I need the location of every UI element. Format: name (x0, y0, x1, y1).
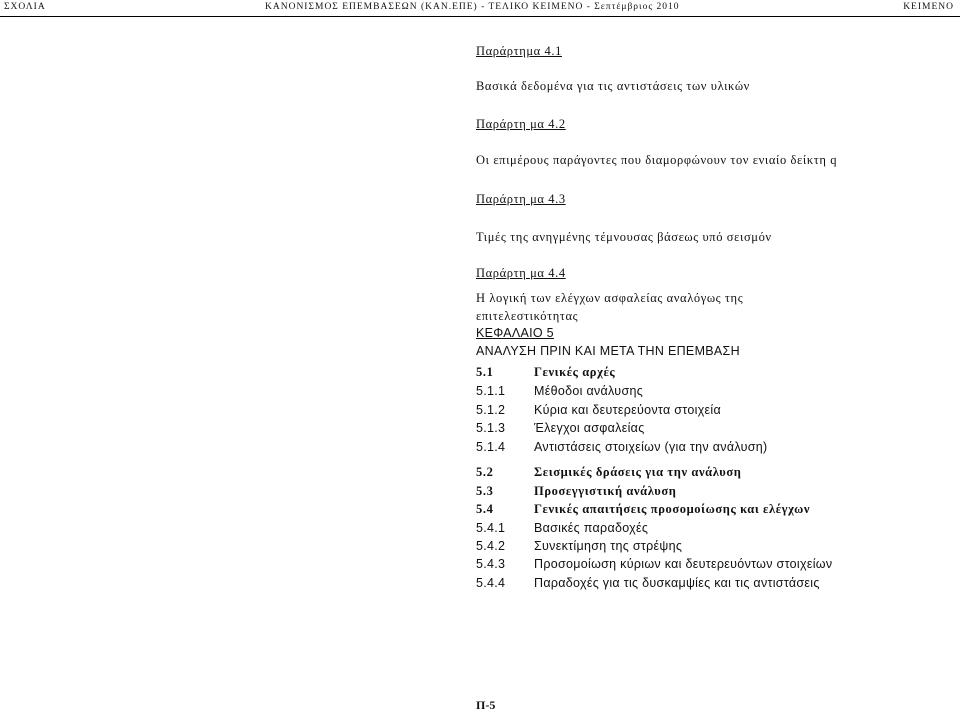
page-number: Π-5 (476, 698, 496, 712)
toc-entry (476, 557, 832, 571)
chapter-label: ΚΕΦΑΛΑΙΟ 5 (476, 326, 554, 340)
appendix-4-1-title: Βασικά δεδομένα για τις αντιστάσεις των υλικών (476, 79, 750, 93)
appendix-4-3-title: Τιμές της ανηγμένης τέμνουσας βάσεως υπό σεισμόν (476, 230, 772, 244)
header-right-text: ΚΕΙΜΕΝΟ (903, 2, 954, 12)
chapter-title: ΑΝΑΛΥΣΗ ΠΡΙΝ ΚΑΙ ΜΕΤΑ ΤΗΝ ΕΠΕΜΒΑΣΗ (476, 344, 740, 358)
toc-entry-title: Έλεγχοι ασφαλείας (534, 421, 645, 435)
toc-entry (476, 521, 648, 535)
toc-entry-number: 5.4 (476, 502, 494, 516)
toc-entry (476, 440, 767, 454)
toc-entry-number: 5.1.4 (476, 440, 506, 454)
toc-entry (476, 465, 741, 480)
toc-entry-number: 5.4.4 (476, 576, 506, 590)
toc-entry (476, 484, 676, 499)
toc-entry-title: Συνεκτίμηση της στρέψης (534, 539, 683, 553)
toc-entry-number: 5.1 (476, 365, 494, 379)
toc-entry-title: Σεισμικές δράσεις για την ανάλυση (534, 465, 742, 479)
appendix-4-4-title-line1: Η λογική των ελέγχων ασφαλείας αναλόγως της (476, 291, 744, 305)
toc-entry (476, 384, 643, 398)
toc-entry-title: Προσομοίωση κύριων και δευτερευόντων στοιχείων (534, 557, 833, 571)
header-center-text: ΚΑΝΟΝΙΣΜΟΣ ΕΠΕΜΒΑΣΕΩΝ (ΚΑΝ.ΕΠΕ) - ΤΕΛΙΚΟ ΚΕΙΜΕΝΟ - Σεπτέμβριος 2010 (265, 2, 680, 12)
toc-entry-title: Παραδοχές για τις δυσκαμψίες και τις αντιστάσεις (534, 576, 820, 590)
toc-entry-number: 5.4.2 (476, 539, 506, 553)
appendix-4-2-title: Οι επιμέρους παράγοντες που διαμορφώνουν τον ενιαίο δείκτη q (476, 153, 838, 167)
toc-entry-title: Κύρια και δευτερεύοντα στοιχεία (534, 403, 722, 417)
appendix-4-4-label: Παράρτη μα 4.4 (476, 266, 566, 280)
appendix-4-2-label: Παράρτη μα 4.2 (476, 117, 566, 131)
toc-entry-title: Μέθοδοι ανάλυσης (534, 384, 644, 398)
toc-entry-number: 5.4.1 (476, 521, 506, 535)
toc-entry (476, 539, 682, 553)
header-left-text: ΣΧΟΛΙΑ (4, 2, 46, 12)
appendix-4-1-label: Παράρτημα 4.1 (476, 44, 562, 58)
toc-entry (476, 365, 615, 380)
toc-entry-title: Γενικές αρχές (534, 365, 616, 379)
toc-entry-title: Γενικές απαιτήσεις προσομοίωσης και ελέγχων (534, 502, 811, 516)
toc-entry-number: 5.4.3 (476, 557, 506, 571)
running-header (0, 0, 960, 17)
toc-entry-number: 5.1.1 (476, 384, 506, 398)
toc-entry (476, 403, 721, 417)
toc-entry-number: 5.2 (476, 465, 494, 479)
toc-entry-title: Αντιστάσεις στοιχείων (για την ανάλυση) (534, 440, 768, 454)
toc-entry-title: Βασικές παραδοχές (534, 521, 649, 535)
toc-entry (476, 576, 820, 590)
toc-entry (476, 502, 810, 517)
toc-entry-number: 5.1.3 (476, 421, 506, 435)
appendix-4-4-title-line2: επιτελεστικότητας (476, 309, 579, 323)
toc-entry-title: Προσεγγιστική ανάλυση (534, 484, 677, 498)
toc-entry (476, 421, 645, 435)
toc-entry-number: 5.3 (476, 484, 494, 498)
appendix-4-3-label: Παράρτη μα 4.3 (476, 192, 566, 206)
toc-entry-number: 5.1.2 (476, 403, 506, 417)
